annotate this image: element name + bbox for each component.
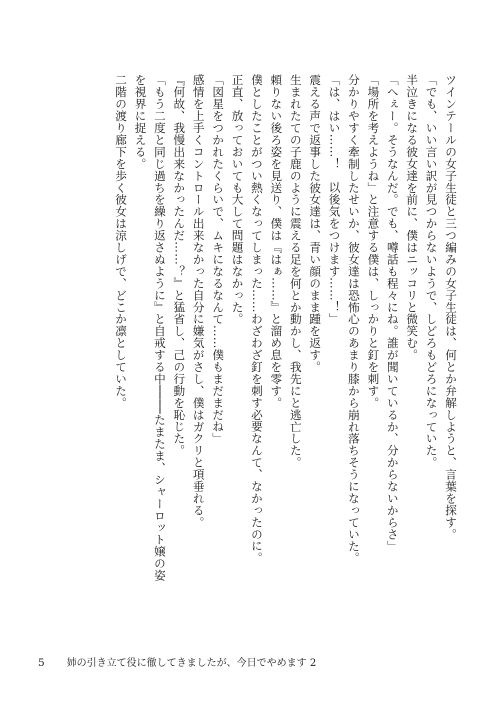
text-line: 「場所を考えようね」と注意する僕は、しっかりと釘を刺す。 bbox=[366, 74, 381, 409]
text-line: 感情を上手くコントロール出来なかった自分に嫌気がさし、僕はガクリと項垂れる。 bbox=[191, 74, 206, 529]
text-line: を視界に捉える。 bbox=[133, 74, 148, 170]
page-footer bbox=[38, 654, 316, 669]
text-line: ツインテールの女子生徒と三つ編みの女子生徒は、何とか弁解しようと、言葉を探す。 bbox=[444, 74, 458, 541]
text-line: 震える声で返事した彼女達は、青い顔のまま踵を返す。 bbox=[308, 74, 323, 373]
text-line: 僕としたことがつい熱くなってしまった……わざわざ釘を刺す必要なんて、なかったのに。 bbox=[249, 74, 264, 564]
page-number: 5 bbox=[38, 657, 45, 669]
vertical-body-text bbox=[40, 74, 460, 634]
text-line: 「でも、いい言い訳が見つからないようで、しどろもどろになっていた。 bbox=[424, 74, 439, 469]
text-line: 頼りない後ろ姿を見送り、僕は『はぁ……』と溜め息を零す。 bbox=[269, 74, 284, 409]
text-line: 『何故、我慢出来なかったんだ……？』と猛省し、己の行動を恥じた。 bbox=[172, 74, 187, 457]
text-line: 二階の渡り廊下を歩く彼女は涼しげで、どこか凛としていた。 bbox=[114, 74, 129, 409]
text-line: 正直、放っておいても大して問題はなかった。 bbox=[230, 74, 245, 325]
text-line: 生まれたての子鹿のように震える足を何とか動かし、我先にと逃亡した。 bbox=[288, 74, 303, 469]
running-book-title: 姉の引き立て役に徹してきましたが、今日でやめます 2 bbox=[66, 658, 317, 669]
text-line: 「図星をつかれたくらいで、ムキになるなんて……僕もまだまだね」 bbox=[211, 74, 226, 445]
text-line: 分かりやすく牽制したせいか、彼女達は恐怖心のあまり膝から崩れ落ちそうになっていた。 bbox=[346, 74, 361, 564]
text-line: 半泣きになる彼女達を前に、僕はニッコリと微笑む。 bbox=[405, 74, 420, 361]
text-line: 「もう二度と同じ過ちを繰り返さぬように』と自戒する中────たまたま、シャーロット嬢の姿 bbox=[152, 74, 167, 582]
text-line: 「は、はい……！ 以後気をつけます……！」 bbox=[327, 74, 342, 325]
text-line: 「へぇー。そうなんだ。でも、噂話も程々にね。誰が聞いているか、分からないからさ」 bbox=[385, 74, 400, 552]
